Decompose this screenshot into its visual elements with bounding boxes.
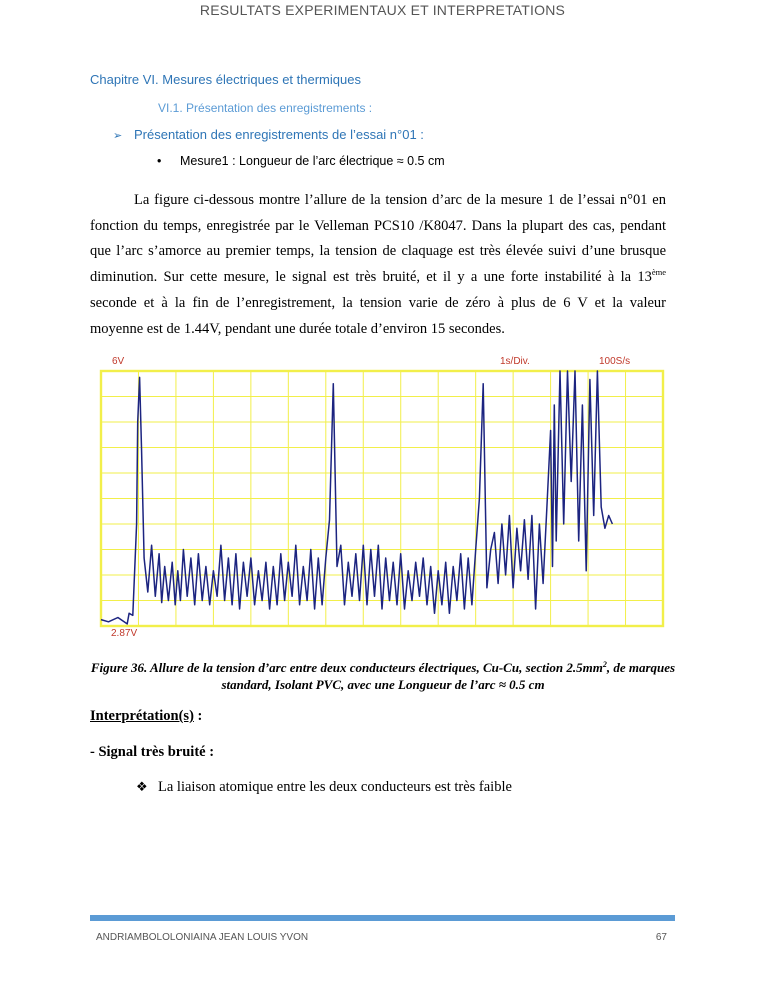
paragraph-line: fonction du temps, enregistrée par le Velleman PCS10 /K8047. Dans la plupart des cas, pendant — [90, 217, 666, 234]
section-heading: VI.1. Présentation des enregistrements : — [158, 101, 373, 115]
superscript-eme: ème — [651, 267, 666, 278]
interpretation-item-text: La liaison atomique entre les deux conducteurs est très faible — [158, 779, 512, 795]
caption-superscript: 2 — [602, 660, 607, 669]
measure-bullet-text: Mesure1 : Longueur de l’arc électrique ≈ 0.5 cm — [180, 154, 445, 168]
subsection-heading — [113, 127, 424, 142]
sample-rate-label: 100S/s — [599, 356, 631, 367]
body-paragraph — [90, 188, 666, 342]
top-voltage-label: 6V — [112, 356, 125, 367]
signal-heading: - Signal très bruité : — [90, 744, 215, 760]
arrow-bullet-icon: ➢ — [113, 130, 123, 142]
footer-rule — [90, 915, 675, 921]
footer-author: ANDRIAMBOLOLONIAINA JEAN LOUIS YVON — [96, 932, 309, 943]
paragraph-line: La figure ci-dessous montre l’allure de la tension d’arc de la mesure 1 de l’essai n°01 en — [134, 192, 666, 208]
paragraph-line: diminution. Sur cette mesure, le signal est très bruité, et il y a une forte instabilité à la 13ème — [90, 267, 666, 286]
running-header: RESULTATS EXPERIMENTAUX ET INTERPRETATIONS — [199, 2, 566, 18]
diamond-bullet-icon: ❖ — [136, 779, 148, 794]
chapter-heading: Chapitre VI. Mesures électriques et thermiques — [90, 72, 361, 87]
paragraph-line: que l’arc s’amorce au premier temps, la tension de claquage est très élevée suivi d’une brusque — [90, 243, 666, 260]
page-number: 67 — [655, 932, 667, 943]
paragraph-line: moyenne est de 1.44V, pendant une durée totale d’environ 15 secondes. — [90, 320, 505, 337]
oscilloscope-chart — [98, 352, 668, 642]
figure-caption: Figure 36. Allure de la tension d’arc entre deux conducteurs électriques, Cu-Cu, section $2.5mm^2$, de marques standard, Isolant PVC, avec une Longueur de l’arc ≈ 0.5 cm — [90, 660, 676, 692]
paragraph-line: seconde et à la fin de l’enregistrement, la tension varie de zéro à plus de 6 V et la valeur — [90, 294, 666, 311]
bottom-voltage-label: 2.87V — [111, 628, 138, 639]
interpretation-title: Interprétation(s) — [90, 708, 194, 724]
timebase-label: 1s/Div. — [500, 356, 530, 367]
bullet-dot-icon: • — [157, 154, 162, 168]
interpretation-item — [136, 779, 512, 796]
subsection-text: Présentation des enregistrements de l’essai n°01 : — [134, 127, 424, 142]
measure-bullet — [157, 154, 445, 168]
interpretation-heading: Interprétation(s) : — [90, 708, 203, 724]
